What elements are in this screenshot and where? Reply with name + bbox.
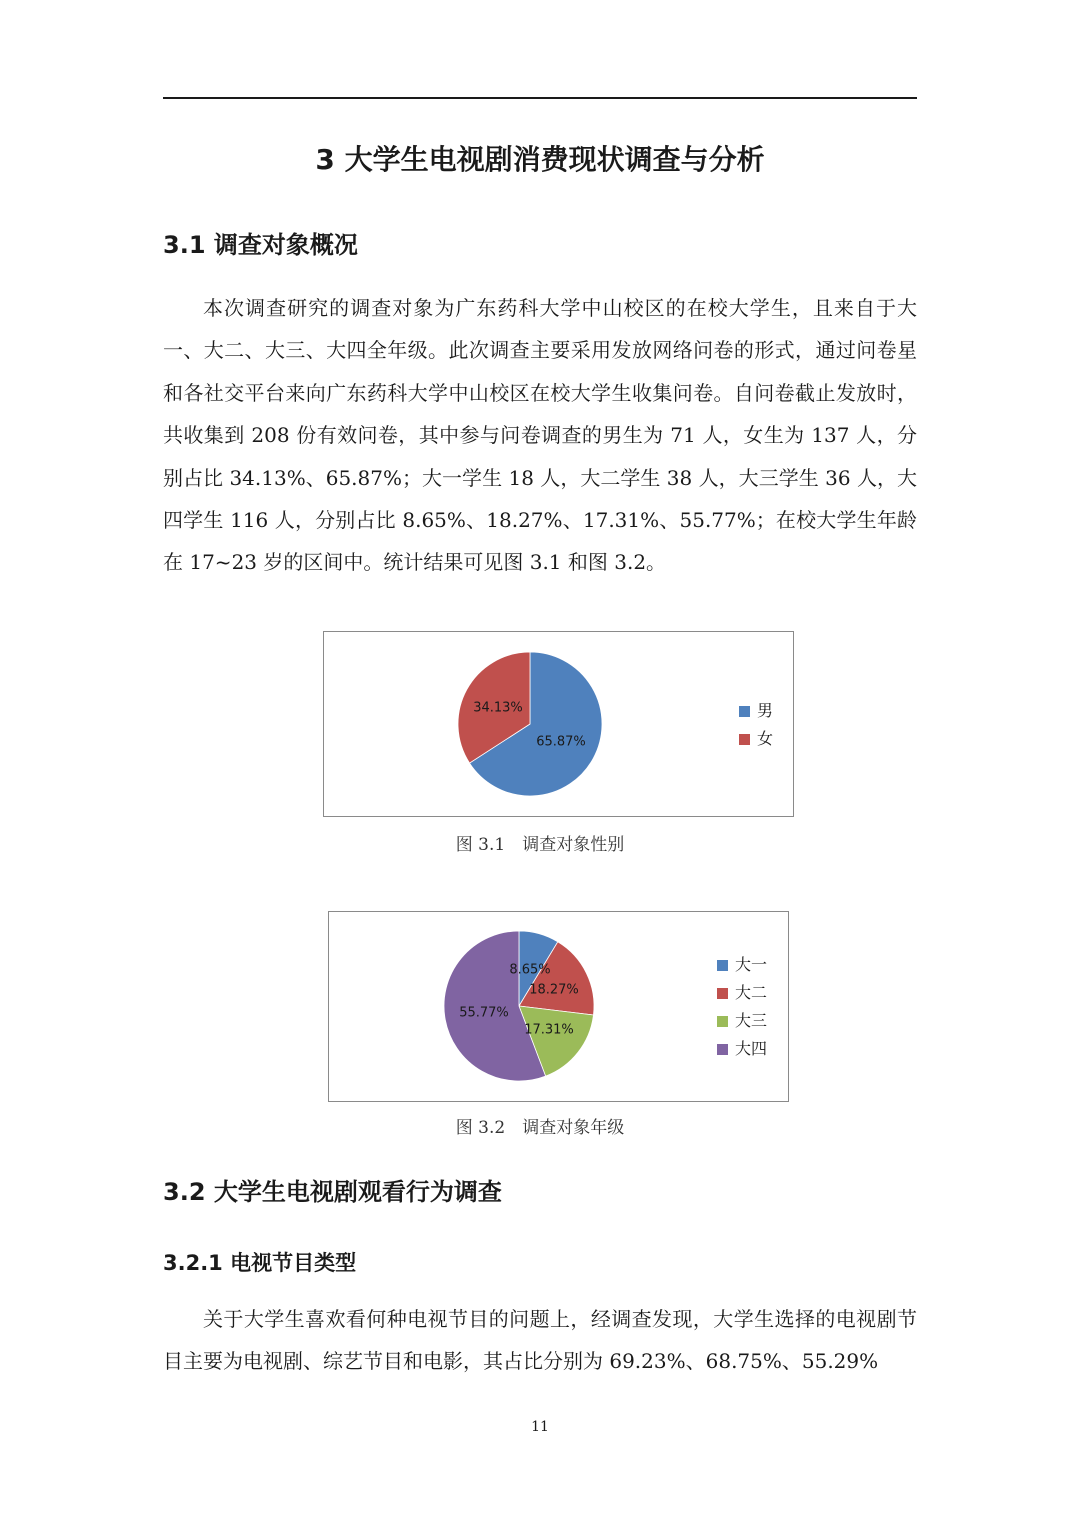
legend-item <box>717 1007 767 1035</box>
pie-data-label: 8.65% <box>509 962 551 978</box>
legend-label: 大四 <box>735 1039 768 1058</box>
legend-label: 大二 <box>735 983 768 1002</box>
section-heading-3-2: 3.2 大学生电视剧观看行为调查 <box>163 1178 502 1206</box>
legend-item <box>717 951 767 979</box>
pie-data-label: 65.87% <box>536 734 586 750</box>
legend-swatch <box>717 1016 728 1027</box>
grade-chart-legend <box>717 951 767 1063</box>
legend-label: 男 <box>757 701 774 720</box>
legend-swatch <box>717 1044 728 1055</box>
legend-label: 女 <box>757 729 774 748</box>
legend-swatch <box>717 960 728 971</box>
legend-item <box>739 725 773 753</box>
legend-swatch <box>739 706 750 717</box>
page-number: 11 <box>531 1419 549 1435</box>
legend-label: 大一 <box>735 955 768 974</box>
section-heading-3-1: 3.1 调查对象概况 <box>163 231 358 259</box>
legend-item <box>739 697 773 725</box>
legend-item <box>717 979 767 1007</box>
figure-3-1-caption: 图 3.1 调查对象性别 <box>455 835 625 855</box>
gender-chart-legend <box>739 697 773 753</box>
chapter-title: 3 大学生电视剧消费现状调查与分析 <box>315 143 765 176</box>
legend-swatch <box>717 988 728 999</box>
legend-label: 大三 <box>735 1011 768 1030</box>
pie-data-label: 18.27% <box>529 982 579 998</box>
pie-data-label: 34.13% <box>473 700 523 716</box>
pie-data-label: 17.31% <box>524 1022 574 1038</box>
legend-swatch <box>739 734 750 745</box>
section-3-2-1-paragraph: 关于大学生喜欢看何种电视节目的问题上，经调查发现，大学生选择的电视剧节目主要为电视剧、综艺节目和电影，其占比分别为 69.23%、68.75%、55.29% <box>163 1307 917 1374</box>
figure-3-2-caption: 图 3.2 调查对象年级 <box>455 1118 625 1138</box>
gender-pie-svg <box>324 632 793 816</box>
header-rule <box>163 97 917 99</box>
grade-pie-chart <box>328 911 789 1102</box>
pie-data-label: 55.77% <box>459 1005 509 1021</box>
section-heading-3-2-1: 3.2.1 电视节目类型 <box>163 1251 357 1275</box>
section-3-1-paragraph: 本次调查研究的调查对象为广东药科大学中山校区的在校大学生，且来自于大一、大二、大三、大四全年级。此次调查主要采用发放网络问卷的形式，通过问卷星和各社交平台来向广东药科大学中山校区在校大学生收集问卷。自问卷截止发放时，共收集到 208 份有效问卷，其中参与问卷调查的男生为 71 人，女生为 137 人，分别占比 34.13%、65.87%；大一学生 18 人，大二学生 38 人，大三学生 36 人，大四学生 116 人，分别占比 8.65%、18.27%、17.31%、55.77%；在校大学生年龄在 17~23 岁的区间中。统计结果可见图 3.1 和图 3.2。 <box>163 296 917 575</box>
legend-item <box>717 1035 767 1063</box>
gender-pie-chart <box>323 631 794 817</box>
